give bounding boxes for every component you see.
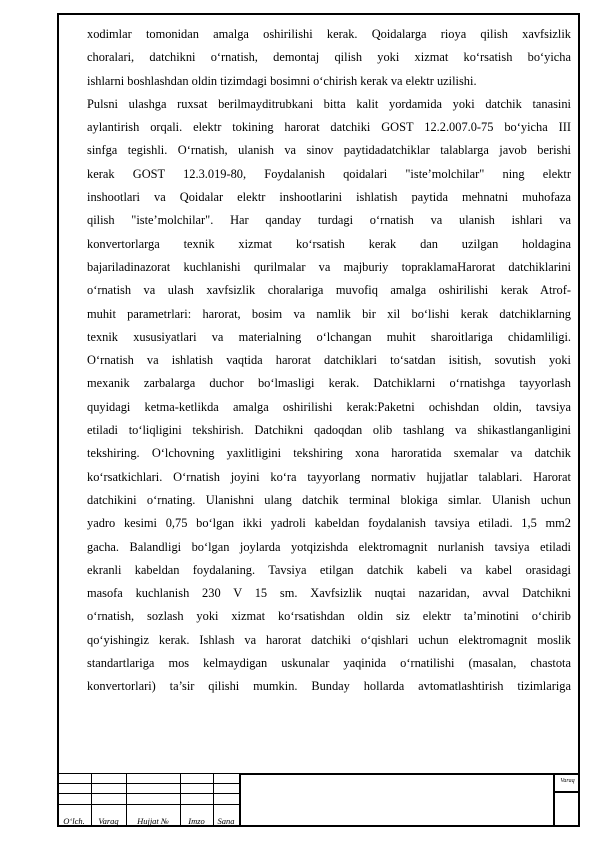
text-line: choralari, datchikni o‘rnatish, demontaj qilish yoki xizmat ko‘rsatish bo‘yicha <box>87 50 571 65</box>
text-line: ko‘rsatkichlari. O‘rnatish joyini ko‘ra tayyorlang normativ hujjatlar talablari. Harorat <box>87 469 571 484</box>
text-line: aylantirish orqali. elektr tokining harorat datchiki GOST 12.2.007.0-75 bo‘yicha III <box>87 120 571 135</box>
stamp-label-olch: O‘lch. <box>63 816 85 826</box>
stamp-label-sana: Sana <box>217 816 235 826</box>
text-line: kerak GOST 12.3.019-80, Foydalanish qoidalari "iste’molchilar" ning elektr <box>87 166 571 181</box>
stamp-sheet-label: Varaq <box>560 778 575 784</box>
text-line: texnik xususiyatlari va materialning o‘lchangan muhit sharoitlariga chidamliligi. <box>87 329 571 344</box>
text-line: konvertorlarga texnik xizmat ko‘rsatish kerak dan uzilgan holdagina <box>87 236 571 251</box>
text-line: etiladi to‘liqligini tekshirish. Datchikni qadoqdan olib tashlang va shikastlanganligini <box>87 423 571 438</box>
text-line: xodimlar tomonidan amalga oshirilishi kerak. Qoidalarga rioya qilish xavfsizlik <box>87 27 571 41</box>
stamp-label-hujjat: Hujjat № <box>137 816 169 826</box>
stamp-label-varaq: Varaq <box>98 816 119 826</box>
stamp-rule-top <box>239 773 580 775</box>
text-line: ekranli kabeldan foydalaning. Tavsiya etilgan datchik kabeli va kabel orasidagi <box>87 562 571 577</box>
text-line: gacha. Balandligi bo‘lgan joylarda yotqizishda elektromagnit nurlanish tavsiya etiladi <box>87 539 571 554</box>
text-line: o‘rnatish, sozlash yoki xizmat ko‘rsatishdan oldin siz elektr ta’minotini o‘chirib <box>87 609 571 624</box>
text-line: qo‘yishingiz kerak. Ishlash va harorat datchiki o‘qishlari uchun elektromagnit moslik <box>87 632 571 647</box>
text-line: O‘rnatish va ishlatish vaqtida harorat datchiklari to‘satdan isitish, sovutish yoki <box>87 353 571 368</box>
text-line: muhit parametrlari: harorat, bosim va namlik bir xil bo‘lishi kerak datchiklarning <box>87 306 571 321</box>
text-line: qilish "iste’molchilar". Har qanday turdagi o‘rnatish va ulanish ishlari va <box>87 213 571 228</box>
stamp-label-imzo: Imzo <box>188 816 205 826</box>
text-line: Pulsni ulashga ruxsat berilmayditrubkani bitta kalit yordamida yoki datchik tanasini <box>87 96 571 111</box>
stamp-col-5 <box>239 773 241 827</box>
text-line: datchikini o‘rnating. Ulanishni ulang datchik terminal blokiga simlar. Ulanish uchun <box>87 492 571 507</box>
stamp-rule-4 <box>57 804 239 805</box>
text-line: o‘rnatish va ulash xavfsizlik choralariga muvofiq amalga oshirilishi kerak Atrof- <box>87 283 571 298</box>
title-block <box>57 773 580 827</box>
text-line: ishlarni boshlashdan oldin tizimdagi bosimni o‘chirish kerak va elektr uzilishi. <box>87 73 477 88</box>
text-line: bajariladinazorat kuchlanishi qurilmalar va majburiy topraklamaHarorat datchiklarini <box>87 259 571 274</box>
document-body <box>87 23 571 699</box>
text-line: standartlariga mos kelmaydigan uskunalar yaqinida o‘rnatilishi (masalan, chastota <box>87 656 571 671</box>
stamp-rule-2 <box>57 783 239 784</box>
text-line: quyidagi ketma-ketlikda amalga oshirilishi kerak:Paketni ochishdan oldin, tavsiya <box>87 399 571 414</box>
text-line: mexanik zarbalarga duchor bo‘lmasligi kerak. Datchiklarni o‘rnatishga tayyorlash <box>87 376 571 391</box>
stamp-rule-1 <box>57 773 239 774</box>
text-line: sinfga tegishli. O‘rnatish, ulanish va sinov paytidadatchiklar talablarga javob berishi <box>87 143 571 158</box>
text-line: konvertorlari) ta’sir qilishi mumkin. Bunday hollarda avtomatlashtirish tizimlariga <box>87 679 571 694</box>
stamp-rule-3 <box>57 793 239 794</box>
text-line: yadro kesimi 0,75 bo‘lgan ikki yadroli kabeldan foydalanish tavsiya etiladi. 1,5 mm2 <box>87 516 571 531</box>
stamp-sheet-rule <box>553 791 580 793</box>
text-line: inshootlari va Qoidalar elektr inshootlarini ishlatish paytida mehnatni muhofaza <box>87 190 571 205</box>
text-line: tekshiring. O‘lchovning yaxlitligini tekshiring xona haroratida sxemalar va datchik <box>87 446 571 461</box>
text-line: masofa kuchlanish 230 V 15 sm. Xavfsizlik nuqtai nazaridan, avval Datchikni <box>87 586 571 601</box>
